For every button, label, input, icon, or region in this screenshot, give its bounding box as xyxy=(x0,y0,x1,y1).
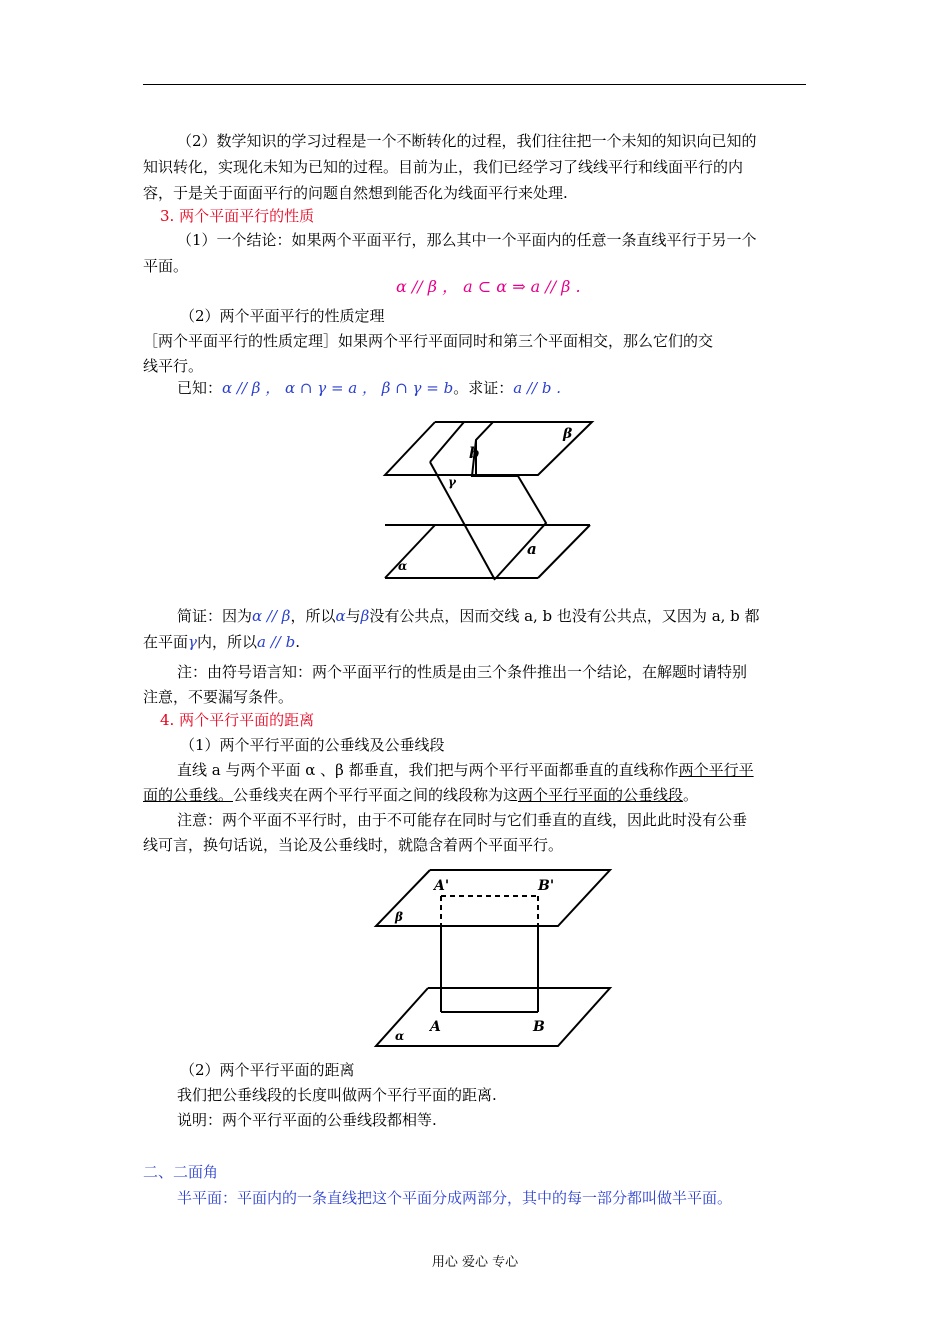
plane-beta xyxy=(376,870,610,926)
note-line: 注意，不要漏写条件。 xyxy=(143,688,294,706)
given-line xyxy=(177,376,842,400)
section-heading-4: 4. 两个平行平面的距离 xyxy=(160,711,315,729)
prove-label: 。求证： xyxy=(453,379,514,397)
paragraph-line: 知识转化，实现化未知为已知的过程。目前为止，我们已经学习了线线平行和线面平行的内 xyxy=(143,158,744,176)
formula-parallel-line: α // β ， a ⊂ α ⇒ a // β . xyxy=(396,277,581,296)
proof-line: 简证：因为α // β，所以α与β没有公共点，因而交线 a, b 也没有公共点，又因为 a, b 都 xyxy=(177,607,760,625)
label-beta: β xyxy=(395,910,403,924)
section-heading-dihedral: 二、二面角 xyxy=(143,1163,219,1181)
given-formula: α // β ， α ∩ γ = a ， β ∩ γ = b xyxy=(222,379,454,397)
proof-line: 在平面γ内，所以a // b. xyxy=(143,633,300,651)
figure-intersecting-planes xyxy=(380,410,600,596)
subheading: （1）两个平行平面的公垂线及公垂线段 xyxy=(180,736,445,754)
note-line: 注：由符号语言知：两个平面平行的性质是由三个条件推出一个结论，在解题时请特别 xyxy=(177,663,748,681)
paragraph-line: 容，于是关于面面平行的问题自然想到能否化为线面平行来处理. xyxy=(143,184,568,202)
note-line: 线可言，换句话说，当论及公垂线时，就隐含着两个平面平行。 xyxy=(143,836,564,854)
paragraph-line: 线平行。 xyxy=(143,357,204,375)
theorem-line: ［两个平面平行的性质定理］如果两个平行平面同时和第三个平面相交，那么它们的交 xyxy=(143,332,714,350)
label-B: B xyxy=(533,1019,545,1035)
paragraph-line: （2）数学知识的学习过程是一个不断转化的过程，我们往往把一个未知的知识向已知的 xyxy=(177,132,757,150)
label-a: a xyxy=(527,540,537,558)
label-gamma: γ xyxy=(448,475,456,489)
plane-beta xyxy=(385,422,592,475)
section-heading-3: 3. 两个平面平行的性质 xyxy=(160,207,315,225)
label-beta: β xyxy=(563,426,573,442)
plane-alpha xyxy=(376,988,610,1046)
paragraph-line: （2）两个平面平行的性质定理 xyxy=(180,307,385,325)
label-b: b xyxy=(469,444,480,462)
note-line: 注意：两个平面不平行时，由于不可能存在同时与它们垂直的直线，因此此时没有公垂 xyxy=(177,811,748,829)
label-B-prime: B' xyxy=(538,878,555,894)
given-label: 已知： xyxy=(177,379,223,397)
prove-formula: a // b . xyxy=(513,379,561,397)
paragraph-line: 我们把公垂线段的长度叫做两个平行平面的距离. xyxy=(177,1086,497,1104)
definition-line: 直线 a 与两个平面 α 、β 都垂直，我们把与两个平行平面都垂直的直线称作两个平行平 xyxy=(177,761,754,779)
paragraph-line: （1）一个结论：如果两个平面平行，那么其中一个平面内的任意一条直线平行于另一个 xyxy=(177,231,757,249)
label-A: A xyxy=(430,1019,441,1035)
definition-half-plane: 半平面：平面内的一条直线把这个平面分成两部分，其中的每一部分都叫做半平面。 xyxy=(177,1189,733,1207)
label-alpha: α xyxy=(395,1029,405,1043)
label-A-prime: A' xyxy=(434,878,450,894)
subheading: （2）两个平行平面的距离 xyxy=(180,1061,355,1079)
figure-common-perpendicular xyxy=(368,862,616,1052)
header-rule xyxy=(143,84,806,85)
label-alpha: α xyxy=(398,559,408,573)
paragraph-line: 平面。 xyxy=(143,257,189,275)
paragraph-line: 说明：两个平行平面的公垂线段都相等. xyxy=(177,1111,437,1129)
definition-line: 面的公垂线。公垂线夹在两个平行平面之间的线段称为这两个平行平面的公垂线段。 xyxy=(143,786,699,804)
page-footer: 用心 爱心 专心 xyxy=(431,1255,519,1270)
